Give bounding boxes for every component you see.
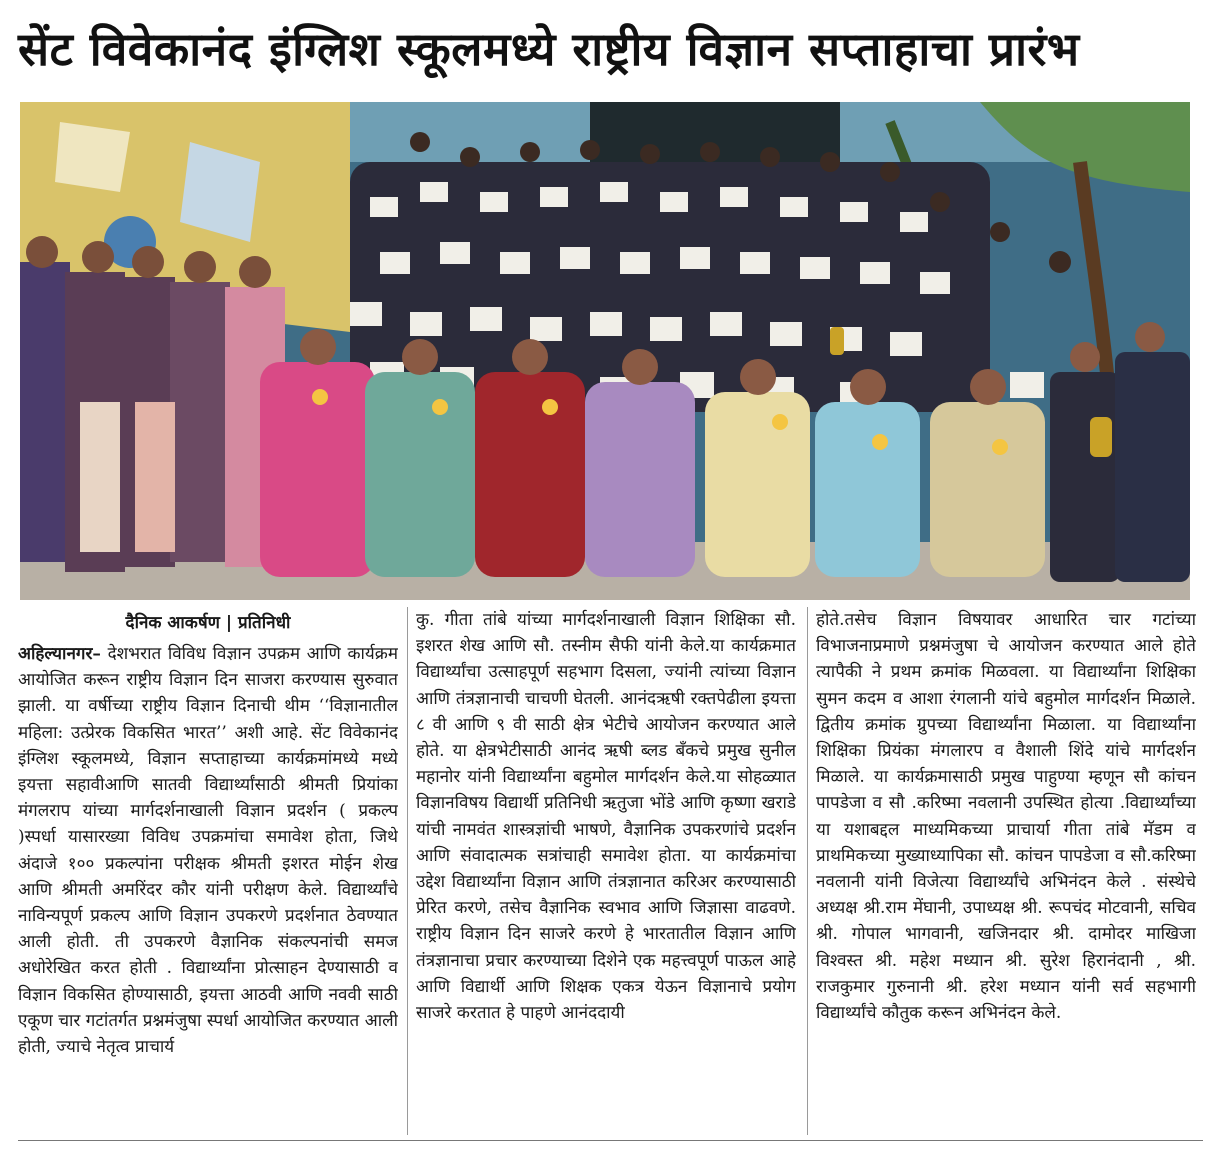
article-column-2 [416,607,796,1133]
byline: दैनिक आकर्षण | प्रतिनिधी [125,613,291,633]
column-divider [407,607,408,1135]
group-photo [20,102,1190,600]
page-bottom-rule [18,1140,1203,1141]
article-column-3 [816,607,1196,1133]
article-text-col3: होते.तसेच विज्ञान विषयावर आधारित चार गटांच्या विभाजनाप्रमाणे प्रश्नमंजुषा चे आयोजन करण्यात आले होते त्यापैकी ने प्रथम क्रमांक मिळवला. या विद्यार्थ्यांना शिक्षिका सुमन कदम व आशा रंगलानी यांचे बहुमोल मार्गदर्शन मिळाले. द्वितीय क्रमांक ग्रुपच्या विद्यार्थ्यांना मिळाला. या विद्यार्थ्यांना शिक्षिका प्रियंका मंगलारप व वैशाली शिंदे यांचे मार्गदर्शन मिळाले. या कार्यक्रमासाठी प्रमुख पाहुण्या म्हणून सौ कांचन पापडेजा व सौ .करिष्मा नवलानी उपस्थित होत्या .विद्यार्थ्यांच्या या यशाबद्दल माध्यमिकच्या प्राचार्या गीता तांबे मॅडम व प्राथमिकच्या मुख्याध्यापिका सौ. कांचन पापडेजा व सौ.करिष्मा नवलानी यांनी विजेत्या विद्यार्थ्यांचे अभिनंदन केले . संस्थेचे अध्यक्ष श्री.राम मेंघानी, उपाध्यक्ष श्री. रूपचंद मोटवानी, सचिव श्री. गोपाल भागवानी, खजिनदार श्री. दामोदर माखिजा विश्वस्त श्री. महेश मध्यान श्री. सुरेश हिरानंदानी , श्री. राजकुमार गुरुनानी श्री. हरेश मध्यान यांनी सर्व सहभागी विद्यार्थ्यांचे कौतुक करून अभिनंदन केले. [816,610,1196,1024]
headline: सेंट विवेकानंद इंग्लिश स्कूलमध्ये राष्ट्रीय विज्ञान सप्ताहाचा प्रारंभ [18,22,1080,76]
group-photo-icon [20,102,1190,600]
article-text-col1: देशभरात विविध विज्ञान उपक्रम आणि कार्यक्रम आयोजित करून राष्ट्रीय विज्ञान दिन साजरा करण्यास सुरुवात झाली. या वर्षीच्या राष्ट्रीय विज्ञान दिनाची थीम ‘‘विज्ञानातील महिला: उत्प्रेरक विकसित भारत’’ अशी आहे. सेंट विवेकानंद इंग्लिश स्कूलमध्ये, विज्ञान सप्ताहाच्या कार्यक्रमांमध्ये मध्ये इयत्ता सहावीआणि सातवी विद्यार्थ्यांसाठी श्रीमती प्रियांका मंगलराप यांच्या मार्गदर्शनाखाली विज्ञान प्रदर्शन ( प्रकल्प )स्पर्धा यासारख्या विविध उपक्रमांचा समावेश होता, जिथे अंदाजे १०० प्रकल्पांना परीक्षक श्रीमती इशरत मोईन शेख आणि श्रीमती अमरिंदर कौर यांनी परीक्षण केले. विद्यार्थ्यांचे नाविन्यपूर्ण प्रकल्प आणि विज्ञान उपकरणे प्रदर्शनात ठेवण्यात आली होती. ती उपकरणे वैज्ञानिक संकल्पनांची समज अधोरेखित करत होती . विद्यार्थ्यांना प्रोत्साहन देण्यासाठी व विज्ञान विकसित होण्यासाठी, इयत्ता आठवी आणि नववी साठी एकूण चार गटांतर्गत प्रश्नमंजुषा स्पर्धा आयोजित करण्यात आली होती, ज्याचे नेतृत्व प्राचार्य [18,644,398,1058]
article-text-col2: कु. गीता तांबे यांच्या मार्गदर्शनाखाली विज्ञान शिक्षिका सौ. इशरत शेख आणि सौ. तस्नीम सैफी यांनी केले.या कार्यक्रमात विद्यार्थ्यांचा उत्साहपूर्ण सहभाग दिसला, ज्यांनी त्यांच्या विज्ञान आणि तंत्रज्ञानाची चाचणी घेतली. आनंदऋषी रक्तपेढीला इयत्ता ८ वी आणि ९ वी साठी क्षेत्र भेटीचे आयोजन करण्यात आले होते. या क्षेत्रभेटीसाठी आनंद ऋषी ब्लड बँकचे प्रमुख सुनील महानोर यांनी विद्यार्थ्यांना बहुमोल मार्गदर्शन केले.या सोहळ्यात विज्ञानविषय विद्यार्थी प्रतिनिधी ऋतुजा भोंडे आणि कृष्णा खराडे यांची नामवंत शास्त्रज्ञांची भाषणे, वैज्ञानिक उपकरणांचे प्रदर्शन आणि संवादात्मक सत्रांचाही समावेश होता. या कार्यक्रमांचा उद्देश विद्यार्थ्यांना विज्ञान आणि तंत्रज्ञानात करिअर करण्यासाठी प्रेरित करणे, तसेच वैज्ञानिक स्वभाव आणि जिज्ञासा वाढवणे. राष्ट्रीय विज्ञान दिन साजरे करणे हे भारतातील विज्ञान आणि तंत्रज्ञानाचा प्रचार करण्याच्या दिशेने एक महत्त्वपूर्ण पाऊल आहे आणि विद्यार्थी आणि शिक्षक एकत्र येऊन विज्ञानाचे प्रयोग साजरे करतात हे पाहणे आनंददायी [416,610,796,1024]
article-body [18,607,1196,1135]
article-column-1 [18,607,398,1133]
dateline: अहिल्यानगर– [18,644,101,664]
column-divider [807,607,808,1135]
